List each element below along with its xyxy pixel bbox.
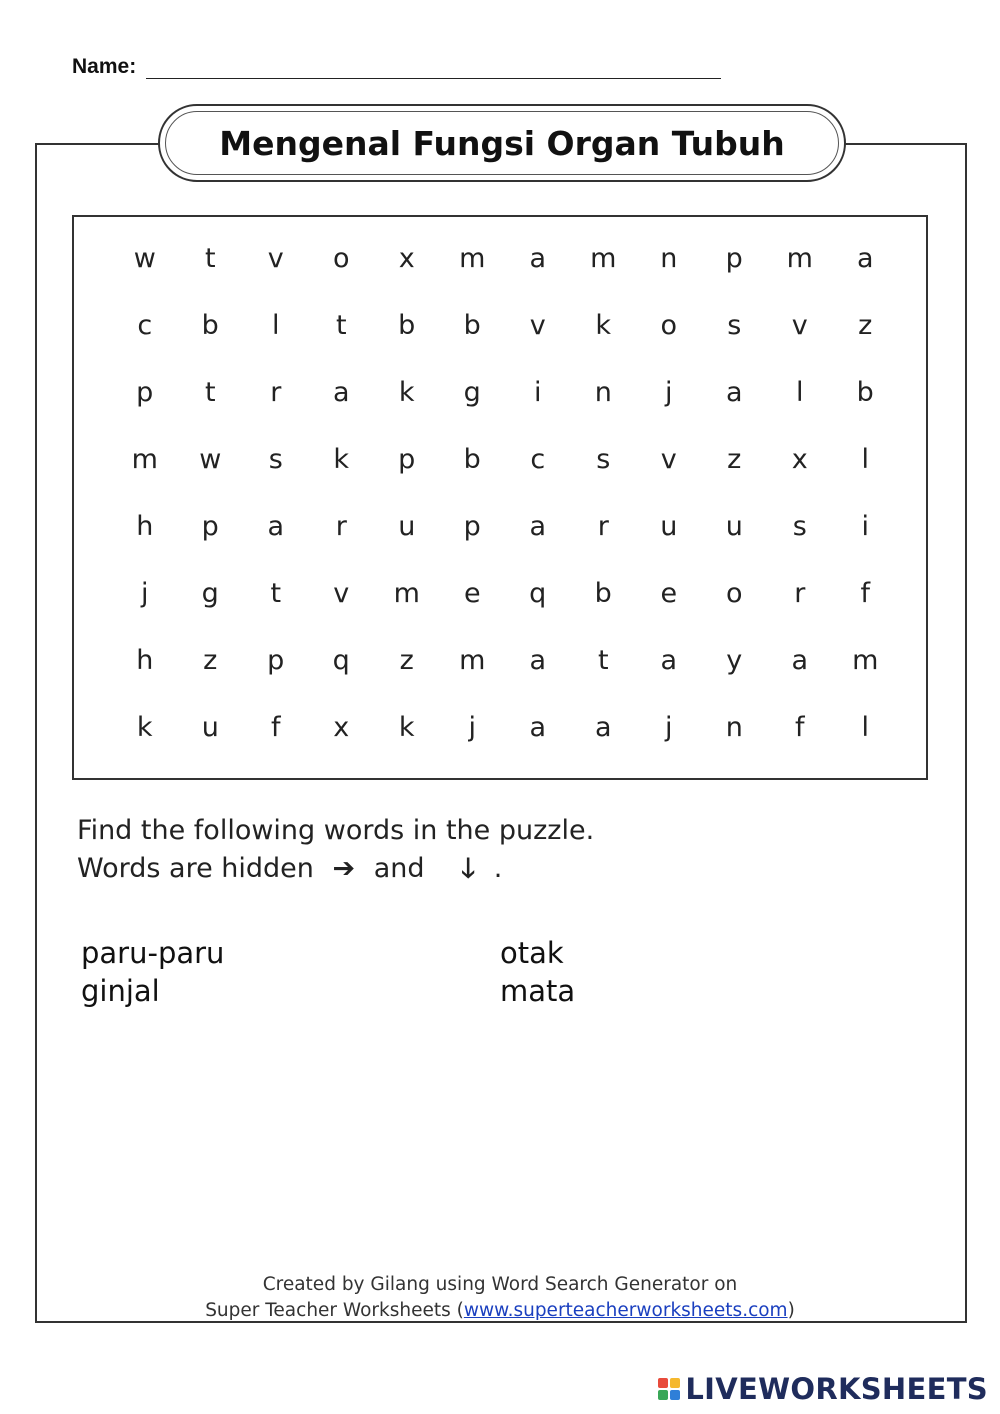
grid-letter[interactable]: a — [529, 645, 547, 676]
arrow-down-icon: 🡓 — [461, 853, 476, 884]
grid-letter[interactable]: n — [594, 377, 612, 408]
grid-letter[interactable]: x — [791, 444, 808, 475]
grid-letter[interactable]: b — [201, 310, 219, 341]
grid-letter[interactable]: z — [399, 645, 414, 676]
grid-letter[interactable]: u — [201, 712, 219, 743]
grid-letter[interactable]: k — [398, 377, 415, 408]
grid-letter[interactable]: g — [463, 377, 481, 408]
grid-letter[interactable]: y — [726, 645, 743, 676]
grid-letter[interactable]: c — [137, 310, 153, 341]
grid-letter[interactable]: o — [332, 243, 350, 274]
grid-letter[interactable]: a — [332, 377, 350, 408]
instructions — [77, 812, 594, 888]
grid-letter[interactable]: z — [858, 310, 873, 341]
title-text: Mengenal Fungsi Organ Tubuh — [219, 123, 785, 163]
grid-letter[interactable]: p — [463, 511, 481, 542]
grid-letter[interactable]: z — [203, 645, 218, 676]
grid-letter[interactable]: z — [727, 444, 742, 475]
grid-letter[interactable]: b — [463, 444, 481, 475]
grid-letter[interactable]: s — [268, 444, 283, 475]
grid-letter[interactable]: f — [860, 578, 870, 609]
grid-letter[interactable]: t — [204, 243, 216, 274]
grid-letter[interactable]: v — [791, 310, 808, 341]
grid-letter[interactable]: j — [664, 377, 673, 408]
grid-letter[interactable]: t — [270, 578, 282, 609]
grid-letter[interactable]: t — [597, 645, 609, 676]
word-list-left — [81, 934, 224, 1010]
grid-letter[interactable]: l — [795, 377, 804, 408]
word-list-right — [500, 934, 575, 1010]
grid-letter[interactable]: a — [725, 377, 743, 408]
name-label: Name: — [72, 55, 137, 78]
grid-letter[interactable]: w — [133, 243, 156, 274]
grid-letter[interactable]: m — [786, 243, 813, 274]
grid-letter[interactable]: m — [590, 243, 617, 274]
grid-letter[interactable]: j — [664, 712, 673, 743]
liveworksheets-mark-icon — [658, 1378, 680, 1400]
grid-letter[interactable]: a — [529, 243, 547, 274]
grid-letter[interactable]: l — [861, 444, 869, 475]
grid-letter[interactable]: i — [533, 377, 542, 408]
grid-letter[interactable]: x — [333, 712, 350, 743]
grid-letter[interactable]: u — [725, 511, 743, 542]
grid-letter[interactable]: u — [660, 511, 678, 542]
grid-letter[interactable]: b — [398, 310, 416, 341]
grid-letter[interactable]: a — [529, 712, 547, 743]
grid-letter[interactable]: o — [725, 578, 743, 609]
grid-letter[interactable]: o — [660, 310, 678, 341]
grid-letter[interactable]: v — [267, 243, 284, 274]
grid-letter[interactable]: f — [270, 712, 281, 743]
grid-letter[interactable]: t — [335, 310, 347, 341]
grid-letter[interactable]: v — [529, 310, 546, 341]
grid-letter[interactable]: p — [201, 511, 219, 542]
grid-letter[interactable]: b — [463, 310, 481, 341]
grid-letter[interactable]: w — [199, 444, 222, 475]
grid-letter[interactable]: p — [267, 645, 285, 676]
grid-letter[interactable]: n — [660, 243, 678, 274]
grid-letter[interactable]: a — [594, 712, 612, 743]
word-item: otak — [500, 936, 564, 970]
grid-letter[interactable]: f — [794, 712, 805, 743]
grid-letter[interactable]: a — [529, 511, 547, 542]
grid-letter[interactable]: h — [136, 645, 154, 676]
grid-letter[interactable]: k — [595, 310, 612, 341]
footer-prefix: Super Teacher Worksheets ( — [205, 1300, 464, 1321]
grid-letter[interactable]: u — [398, 511, 416, 542]
grid-letter[interactable]: a — [791, 645, 809, 676]
grid-letter[interactable]: x — [398, 243, 415, 274]
footer-suffix: ) — [787, 1300, 795, 1321]
worksheet-title — [158, 104, 846, 182]
grid-letter[interactable]: e — [660, 578, 678, 609]
liveworksheets-logo — [658, 1372, 988, 1406]
grid-letter[interactable]: k — [333, 444, 350, 475]
grid-letter[interactable]: a — [660, 645, 678, 676]
grid-letter[interactable]: a — [856, 243, 874, 274]
word-item: ginjal — [81, 974, 160, 1008]
grid-letter[interactable]: l — [861, 712, 869, 743]
grid-letter[interactable]: p — [136, 377, 154, 408]
grid-letter[interactable]: v — [660, 444, 677, 475]
grid-letter[interactable]: b — [594, 578, 612, 609]
name-field-row — [72, 52, 721, 79]
grid-letter[interactable]: r — [794, 578, 806, 609]
grid-letter[interactable]: p — [725, 243, 743, 274]
arrow-right-icon: ➔ — [332, 853, 356, 884]
grid-letter[interactable]: m — [852, 645, 879, 676]
grid-letter[interactable]: l — [271, 310, 280, 341]
footer-link[interactable]: www.superteacherworksheets.com — [463, 1300, 788, 1321]
grid-letter[interactable]: k — [398, 712, 415, 743]
grid-letter[interactable]: e — [463, 578, 481, 609]
grid-letter[interactable]: b — [856, 377, 874, 408]
grid-letter[interactable]: h — [136, 511, 154, 542]
footer-line-2 — [0, 1298, 1000, 1324]
grid-letter[interactable]: j — [468, 712, 476, 743]
instructions-prefix: Words are hidden — [77, 853, 314, 884]
name-input-line[interactable] — [146, 52, 721, 79]
grid-letter[interactable]: q — [529, 578, 547, 609]
grid-letter[interactable]: s — [727, 310, 742, 341]
logo-text: LIVEWORKSHEETS — [685, 1372, 988, 1406]
grid-letter[interactable]: m — [459, 243, 486, 274]
grid-letter[interactable]: n — [725, 712, 743, 743]
grid-letter[interactable]: j — [140, 578, 149, 609]
instructions-and: and — [373, 853, 425, 884]
grid-letter[interactable]: i — [861, 511, 869, 542]
instructions-line-2 — [77, 850, 594, 888]
footer-credit — [0, 1272, 1000, 1324]
word-item: paru-paru — [81, 936, 225, 970]
grid-letter[interactable]: c — [530, 444, 546, 475]
grid-letter[interactable]: r — [270, 377, 282, 408]
grid-letter[interactable]: v — [333, 578, 350, 609]
grid-letter[interactable]: r — [597, 511, 609, 542]
grid-letter[interactable]: g — [201, 578, 219, 609]
grid-letter[interactable]: p — [398, 444, 416, 475]
grid-letter[interactable]: s — [596, 444, 611, 475]
word-item: mata — [500, 974, 576, 1008]
grid-letter[interactable]: r — [335, 511, 347, 542]
grid-letter[interactable]: k — [136, 712, 153, 743]
grid-letter[interactable]: q — [332, 645, 350, 676]
grid-letter[interactable]: a — [267, 511, 285, 542]
instructions-line-1: Find the following words in the puzzle. — [77, 815, 595, 846]
grid-letter[interactable]: m — [459, 645, 486, 676]
footer-line-1: Created by Gilang using Word Search Generator on — [262, 1274, 738, 1295]
grid-letter[interactable]: m — [393, 578, 420, 609]
grid-letter[interactable]: s — [792, 511, 807, 542]
grid-letter[interactable]: t — [204, 377, 216, 408]
word-search-grid — [112, 225, 898, 761]
instructions-period: . — [493, 853, 503, 884]
grid-letter[interactable]: m — [131, 444, 158, 475]
